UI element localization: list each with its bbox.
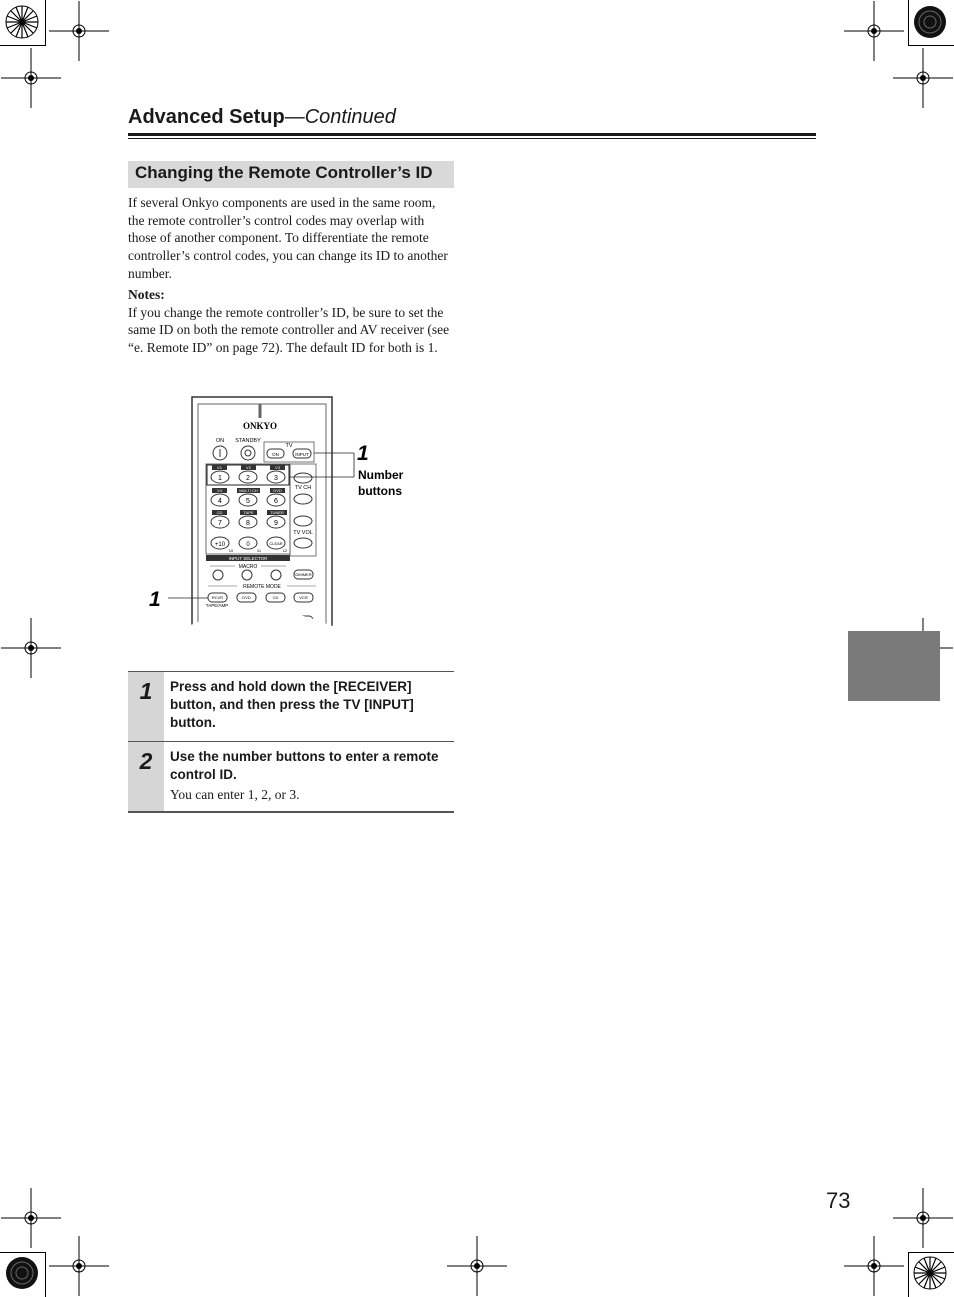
tv-input-button-label: INPUT [295,452,309,457]
key-sublabel: 11 [256,548,262,553]
steps-table [128,671,454,813]
digit-label: 1 [218,475,222,482]
crop-line [0,1252,46,1253]
digit-label: 2 [246,475,250,482]
label-macro: MACRO [238,564,258,570]
callout-number-buttons-line2: buttons [358,484,402,498]
input-selector-label: INPUT SELECTOR [228,556,268,561]
key-label: TUNER [270,510,284,515]
step-number: 2 [128,742,164,811]
header-rule [128,138,816,139]
label-on: ON [215,438,225,444]
starburst-mark-top-left [5,5,39,39]
macro-button-3[interactable] [271,570,281,580]
digit-label: 6 [274,498,278,505]
key-label: V2 [246,465,251,470]
dimmer-button-label: DIMMER [295,572,312,577]
page-number: 73 [826,1188,851,1213]
key-label: V1 [217,465,222,470]
notes-label: Notes: [128,287,165,302]
key-label: MULTI CH [239,488,258,493]
key-label: V4 [217,488,222,493]
crosshair-mark [1,48,61,108]
step-body [164,672,454,741]
key-sublabel: 12 [282,548,288,553]
step-instruction: Press and hold down the [RECEIVER] button, and then press the TV [INPUT] button. [170,679,414,730]
crosshair-mark [844,1236,904,1296]
digit-label: +10 [214,542,226,548]
key-label: V3 [275,465,280,470]
tv-ch-down-button[interactable] [294,494,312,504]
crosshair-mark [893,48,953,108]
label-remote-mode: REMOTE MODE [243,584,281,590]
number-row-1 [211,465,285,483]
standby-button[interactable] [241,446,255,460]
callout-step-1-receiver: 1 [149,588,161,611]
notes-text: If you change the remote controller’s ID, be sure to set the same ID on both the remote controller and AV receiver (see “e. Remote ID” on page 72). The default ID for both is 1. [128,304,450,356]
macro-button-2[interactable] [242,570,252,580]
number-row-2 [211,488,285,506]
step-instruction: Use the number buttons to enter a remote control ID. [170,749,439,782]
header-title-text: Advanced Setup [128,106,285,128]
digit-label: 7 [218,520,222,527]
header-continued-text: —Continued [284,106,396,128]
label-tape-amp: TAPE/AMP [205,603,229,608]
crop-line [0,45,46,46]
mode-button-label: DVD [242,595,251,600]
callout-step-1: 1 [357,442,369,465]
remote-controller-illustration [140,392,440,628]
step-row [128,741,454,813]
notes-block [128,286,454,357]
starburst-mark-bottom-left [5,1256,39,1290]
crop-line [908,1252,909,1297]
crop-line [908,45,954,46]
key-sublabel: 10 [228,548,234,553]
intro-paragraph: If several Onkyo components are used in the same room, the remote controller’s control codes may overlap with those of another component. To differentiate the remote controller’s control codes, you can change its ID to another number. [128,195,448,281]
digit-label: 5 [246,498,250,505]
label-tv-vol: TV VOL [293,530,313,536]
key-label: CD [216,510,223,515]
label-standby: STANDBY [235,438,261,444]
step-body [164,742,454,811]
digit-label: 4 [218,498,222,505]
starburst-mark-top-right [913,5,947,39]
digit-label: 0 [246,542,250,548]
crosshair-mark [49,1236,109,1296]
tv-vol-up-button[interactable] [294,516,312,526]
digit-label: 8 [246,520,250,527]
step-row [128,671,454,741]
crop-line [45,1252,46,1297]
number-row-3 [211,510,287,528]
key-label: DVD [273,488,282,493]
header-rule [128,133,816,136]
step-number: 1 [128,672,164,741]
crop-line [908,1252,954,1253]
section-title: Changing the Remote Controller’s ID [128,161,454,188]
mode-button-label: RCVR [211,595,224,600]
crosshair-mark [1,618,61,678]
tv-ch-up-button[interactable] [294,473,312,483]
digit-label: 9 [274,520,278,527]
label-tv: TV [285,443,293,449]
starburst-mark-bottom-right [913,1256,947,1290]
digit-label: CLEAR [269,541,283,546]
page-header-title [128,106,396,129]
crop-line [908,0,909,46]
mode-button-label: VCR [299,595,308,600]
tv-vol-down-button[interactable] [294,538,312,548]
callout-number-buttons-line1: Number [358,468,404,482]
tv-on-button-label: ON [272,452,279,457]
crop-line [45,0,46,46]
digit-label: 3 [274,475,278,482]
chapter-side-tab [848,631,940,701]
crosshair-mark [447,1236,507,1296]
mode-button-label: CD [272,595,279,600]
step-note: You can enter 1, 2, or 3. [170,787,300,802]
label-tv-ch: TV CH [294,485,312,491]
macro-button-1[interactable] [213,570,223,580]
key-label: TAPE [243,510,254,515]
remote-brand-logo: ONKYO [242,421,278,431]
